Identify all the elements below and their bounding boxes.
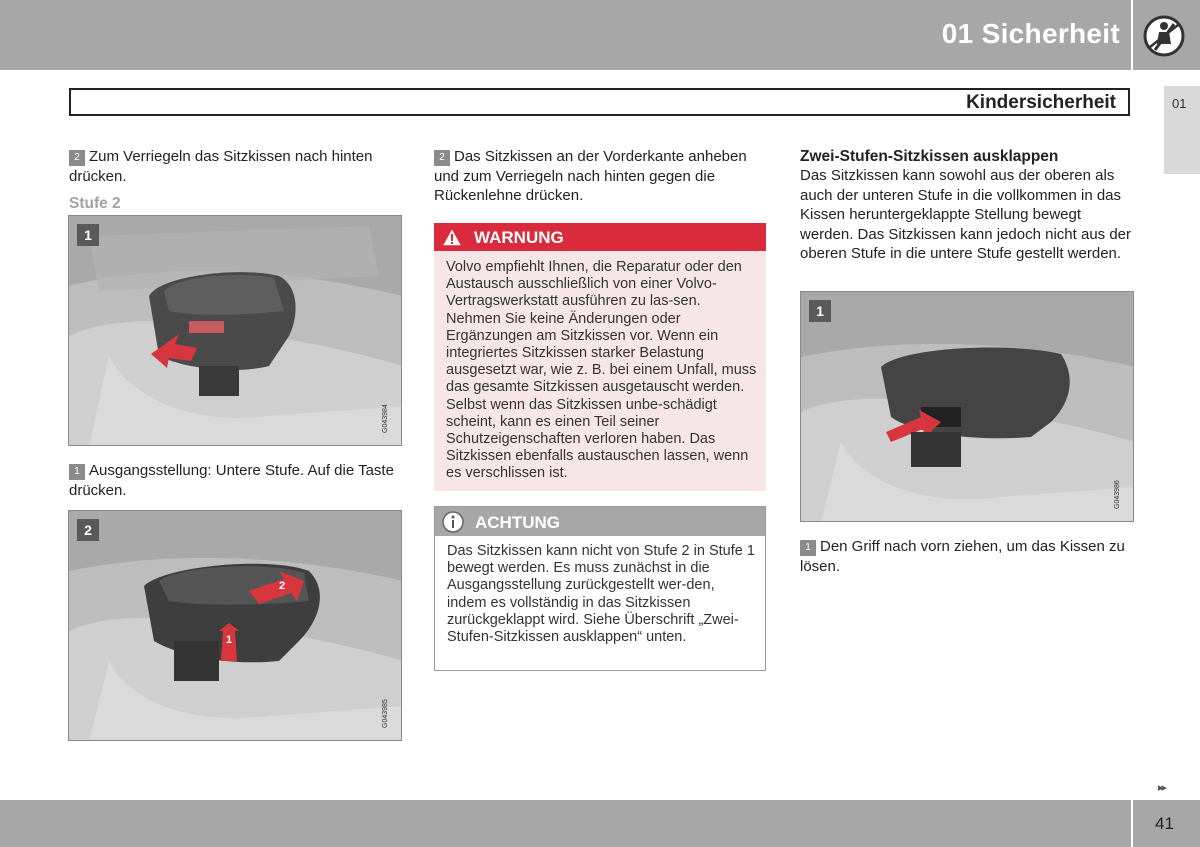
step-number-badge: 1: [800, 540, 816, 556]
image-code: G043984: [382, 404, 389, 433]
section-header-box: [69, 88, 1130, 116]
warning-triangle-icon: [440, 226, 464, 248]
step-number-badge: 1: [69, 464, 85, 480]
continue-arrows-icon: ▸▸: [1158, 782, 1166, 794]
seatbelt-sign-icon: [1140, 14, 1194, 58]
caption-text: Ausgangsstellung: Untere Stufe. Auf die Taste drücken.: [69, 462, 394, 499]
step-number-badge: 2: [69, 150, 85, 166]
col2-step-text: Das Sitzkissen an der Vorderkante anheben und zum Verriegeln nach hinten gegen die Rückenlehne drücken.: [434, 148, 747, 204]
photo-seat-cushion-lift: [68, 510, 402, 741]
image-code: G043985: [382, 699, 389, 728]
col1-paragraph: [69, 147, 409, 186]
note-box: [434, 506, 766, 671]
page-number: 41: [1155, 814, 1174, 833]
col3-body: Das Sitzkissen kann sowohl aus der oberen als auch der unteren Stufe in die vollkommen in das Kissen heruntergeklappte Stellung bewegt werden. Das Sitzkissen kann jedoch nicht aus der oberen Stufe in die untere Stufe gestellt werden.: [800, 167, 1132, 262]
photo-seat-cushion-release: [800, 291, 1134, 522]
photo-step-badge: 1: [809, 300, 831, 322]
caption-step-1: [69, 461, 409, 500]
photo-step-badge: 2: [77, 519, 99, 541]
note-header: [435, 507, 765, 536]
note-text: Das Sitzkissen kann nicht von Stufe 2 in Stufe 1 bewegt werden. Es muss zunächst in die Ausgangsstellung zurückgestellt wer-den, indem es vollständig in das Sitzkissen zurückgeklappt wird. Siehe Überschrift „Zwei-Stufen-Sitzkissen ausklappen“ unten.: [447, 543, 755, 646]
warning-title: WARNUNG: [474, 228, 564, 247]
col2-paragraph: [434, 147, 770, 206]
photo-step-badge: 1: [77, 224, 99, 246]
info-circle-icon: [441, 510, 465, 534]
caption-text: Den Griff nach vorn ziehen, um das Kissen zu lösen.: [800, 538, 1125, 575]
section-title: Kindersicherheit: [966, 92, 1116, 113]
caption-step-1: [800, 537, 1140, 576]
warning-text: Volvo empfiehlt Ihnen, die Reparatur oder den Austausch ausschließlich von einer Volvo-Vertragswerkstatt ausführen zu las-sen. Nehmen Sie keine Änderungen oder Ergänzungen am Sitzkissen vor. Wenn ein integriertes Sitzkissen starker Belastung ausgesetzt war, wie z. B. bei einem Unfall, muss das gesamte Sitzkissen ausgetauscht werden. Selbst wenn das Sitzkissen unbe-schädigt scheint, kann es einen Teil seiner Schutzeigenschaften verloren haben. Das Sitzkissen ebenfalls austauschen lassen, wenn es verschlissen ist.: [446, 259, 757, 482]
photo-seat-cushion-button: [68, 215, 402, 446]
chapter-side-tab-label: 01: [1172, 96, 1187, 111]
footer-bar: [0, 800, 1131, 847]
step-number-badge: 2: [434, 150, 450, 166]
col1-step-text: Zum Verriegeln das Sitzkissen nach hinten drücken.: [69, 148, 373, 185]
col3-heading: Zwei-Stufen-Sitzkissen ausklappen: [800, 148, 1059, 165]
arrow-label-2: 2: [279, 580, 286, 592]
warning-header: [434, 223, 766, 251]
stufe-2-subheading: Stufe 2: [69, 195, 121, 212]
warning-box: [434, 223, 766, 491]
image-code: G043986: [1114, 480, 1121, 509]
arrow-label-1: 1: [226, 634, 233, 646]
chapter-title: 01 Sicherheit: [941, 18, 1120, 49]
note-title: ACHTUNG: [475, 513, 560, 532]
